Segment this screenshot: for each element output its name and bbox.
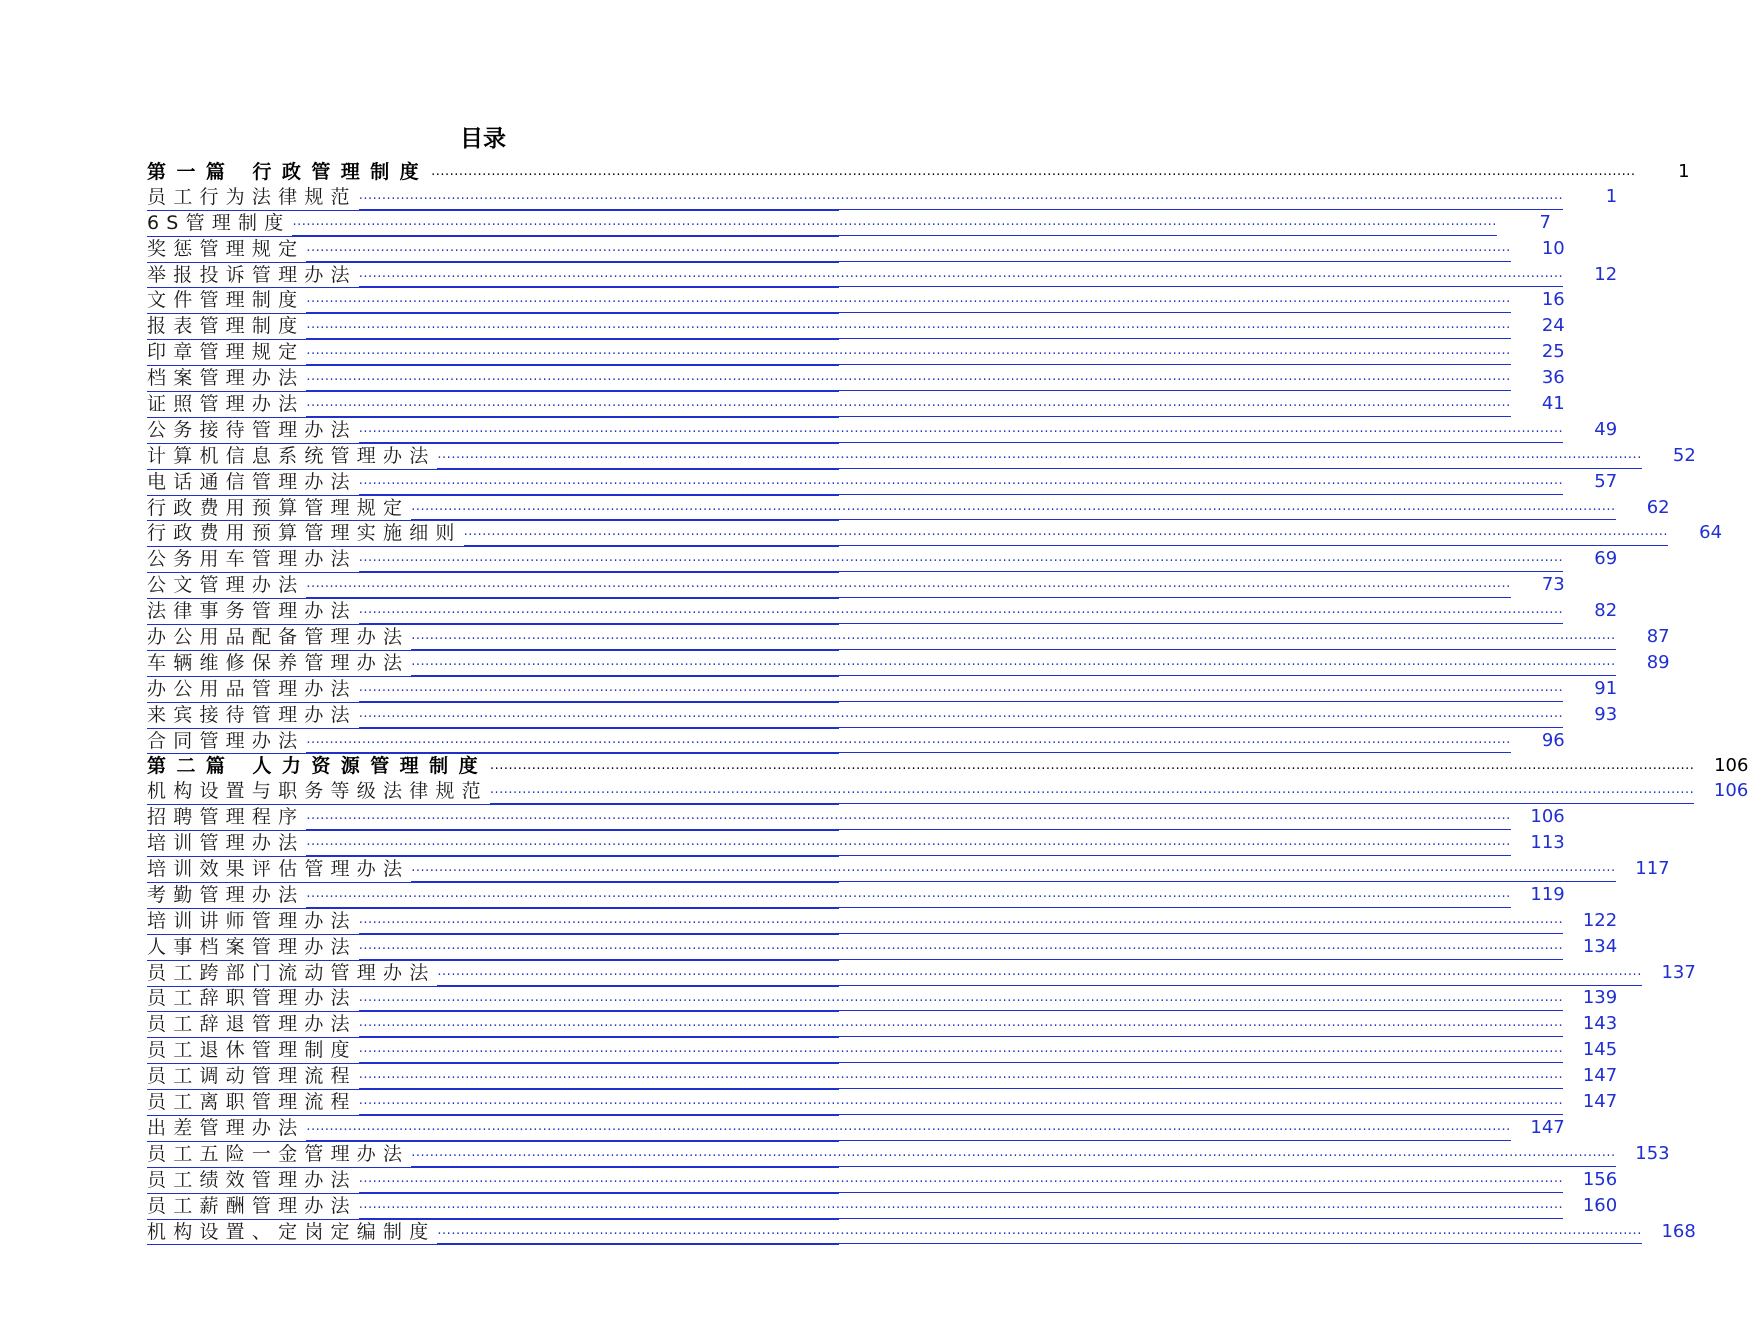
- toc-section-heading[interactable]: [147, 754, 1749, 779]
- toc-entry-title: 员工调动管理流程: [147, 1065, 357, 1088]
- toc-page-number: 73: [1541, 574, 1565, 596]
- toc-entry[interactable]: [147, 805, 1565, 831]
- toc-page-number: 16: [1541, 289, 1565, 311]
- toc-dot-leader: ....................................................................................................................................................................................................................................................................: [359, 546, 1563, 572]
- toc-page-number: 93: [1594, 703, 1618, 725]
- toc-dot-leader: ....................................................................................................................................................................................................................................................................: [306, 287, 1510, 313]
- toc-page-number: 82: [1594, 600, 1618, 622]
- toc-entry-title: 6S管理制度: [147, 211, 291, 234]
- toc-entry-title: 公务用车管理办法: [147, 548, 357, 571]
- toc-dot-leader: ....................................................................................................................................................................................................................................................................: [411, 1141, 1615, 1167]
- toc-entry[interactable]: [147, 237, 1565, 263]
- toc-dot-leader: ....................................................................................................................................................................................................................................................................: [359, 986, 1563, 1012]
- toc-dot-leader: ....................................................................................................................................................................................................................................................................: [490, 778, 1694, 804]
- toc-dot-leader: ....................................................................................................................................................................................................................................................................: [306, 236, 1510, 262]
- toc-entry[interactable]: [147, 625, 1670, 651]
- toc-page-number: 113: [1530, 832, 1565, 854]
- toc-entry[interactable]: [147, 211, 1551, 237]
- toc-entry-title: 员工行为法律规范: [147, 185, 357, 208]
- toc-dot-leader: ....................................................................................................................................................................................................................................................................: [306, 728, 1510, 754]
- toc-entry[interactable]: [147, 1038, 1618, 1064]
- toc-page-number: 41: [1541, 393, 1565, 414]
- toc-dot-leader: ....................................................................................................................................................................................................................................................................: [359, 417, 1563, 443]
- toc-dot-leader: ....................................................................................................................................................................................................................................................................: [306, 1115, 1510, 1141]
- toc-entry-title: 机构设置与职务等级法律规范: [147, 780, 488, 803]
- toc-entry-title: 行政费用预算管理实施细则: [147, 522, 462, 545]
- toc-entry-title: 培训讲师管理办法: [147, 909, 357, 932]
- toc-entry-title: 举报投诉管理办法: [147, 263, 357, 286]
- toc-entry-title: 考勤管理办法: [147, 883, 305, 906]
- toc-entry-title: 行政费用预算管理规定: [147, 496, 410, 519]
- toc-page-number: 91: [1594, 677, 1618, 699]
- toc-entry[interactable]: [147, 987, 1618, 1013]
- toc-page-number: 25: [1541, 341, 1565, 363]
- toc-entry[interactable]: [147, 470, 1618, 496]
- toc-dot-leader: ....................................................................................................................................................................................................................................................................: [306, 365, 1510, 391]
- toc-dot-leader: ....................................................................................................................................................................................................................................................................: [437, 1219, 1641, 1245]
- toc-entry-title: 来宾接待管理办法: [147, 703, 357, 726]
- toc-page-number: 10: [1541, 237, 1565, 259]
- toc-entry[interactable]: [147, 392, 1565, 418]
- toc-page-number: 153: [1635, 1142, 1670, 1164]
- toc-entry-title: 合同管理办法: [147, 729, 305, 752]
- toc-page-number: 69: [1594, 548, 1618, 570]
- toc-entry[interactable]: [147, 1116, 1565, 1142]
- toc-page-number: 36: [1541, 367, 1565, 389]
- toc-dot-leader: ....................................................................................................................................................................................................................................................................: [306, 313, 1510, 339]
- toc-page-number: 89: [1646, 651, 1670, 673]
- toc-entry-title: 培训效果评估管理办法: [147, 858, 410, 881]
- toc-entry-title: 员工退休管理制度: [147, 1039, 357, 1062]
- toc-dot-leader: ....................................................................................................................................................................................................................................................................: [411, 650, 1615, 676]
- toc-dot-leader: ....................................................................................................................................................................................................................................................................: [431, 164, 1636, 179]
- toc-entry-title: 车辆维修保养管理办法: [147, 651, 410, 674]
- toc-dot-leader: ....................................................................................................................................................................................................................................................................: [306, 882, 1510, 908]
- toc-dot-leader: ....................................................................................................................................................................................................................................................................: [359, 469, 1563, 495]
- toc-page-number: 96: [1541, 729, 1565, 751]
- toc-entry-title: 公文管理办法: [147, 574, 305, 597]
- toc-entry[interactable]: [147, 677, 1618, 703]
- toc-entry[interactable]: [147, 857, 1670, 883]
- toc-page-number: 106: [1714, 755, 1749, 777]
- toc-entry-title: 员工辞退管理办法: [147, 1013, 357, 1036]
- toc-entry[interactable]: [147, 547, 1618, 573]
- toc-entry-title: 机构设置、定岗定编制度: [147, 1220, 436, 1243]
- toc-entry-title: 员工薪酬管理办法: [147, 1194, 357, 1217]
- toc-entry[interactable]: [147, 651, 1670, 677]
- toc-entry-title: 档案管理办法: [147, 367, 305, 390]
- toc-entry[interactable]: [147, 961, 1696, 987]
- toc-entry-title: 招聘管理程序: [147, 806, 305, 829]
- toc-page-number: 12: [1594, 263, 1618, 285]
- toc-entry[interactable]: [147, 729, 1565, 755]
- toc-entry-title: 办公用品配备管理办法: [147, 626, 410, 649]
- toc-page-number: 117: [1635, 858, 1670, 880]
- toc-entry-title: 奖惩管理规定: [147, 237, 305, 260]
- toc-entry[interactable]: [147, 1012, 1618, 1038]
- toc-page-number: 145: [1582, 1039, 1618, 1061]
- toc-dot-leader: ....................................................................................................................................................................................................................................................................: [292, 210, 1496, 236]
- toc-dot-leader: ....................................................................................................................................................................................................................................................................: [306, 339, 1510, 365]
- toc-page-number: 64: [1699, 522, 1723, 544]
- toc-page-number: 147: [1582, 1091, 1618, 1113]
- toc-page-number: 7: [1539, 211, 1551, 233]
- toc-entry-title: 证照管理办法: [147, 393, 305, 415]
- toc-entry[interactable]: [147, 779, 1749, 805]
- toc-entry-title: 报表管理制度: [147, 315, 305, 338]
- toc-page-number: 143: [1582, 1013, 1618, 1035]
- toc-dot-leader: ....................................................................................................................................................................................................................................................................: [359, 676, 1563, 702]
- toc-entry[interactable]: [147, 1168, 1618, 1194]
- toc-dot-leader: ....................................................................................................................................................................................................................................................................: [359, 598, 1563, 624]
- toc-dot-leader: ....................................................................................................................................................................................................................................................................: [411, 624, 1615, 650]
- toc-page-number: 160: [1582, 1194, 1618, 1216]
- toc-dot-leader: ....................................................................................................................................................................................................................................................................: [306, 391, 1510, 417]
- table-of-contents: [147, 160, 1749, 1245]
- toc-entry-title: 文件管理制度: [147, 289, 305, 312]
- toc-entry-title: 培训管理办法: [147, 832, 305, 855]
- toc-entry-title: 第二篇 人力资源管理制度: [147, 755, 489, 778]
- toc-page-number: 1: [1678, 160, 1690, 182]
- toc-dot-leader: ....................................................................................................................................................................................................................................................................: [359, 1167, 1563, 1193]
- toc-entry[interactable]: [147, 935, 1618, 961]
- toc-entry[interactable]: [147, 418, 1618, 444]
- toc-dot-leader: ....................................................................................................................................................................................................................................................................: [437, 443, 1641, 469]
- toc-entry-title: 计算机信息系统管理办法: [147, 444, 436, 467]
- toc-page-number: 106: [1713, 780, 1749, 802]
- toc-entry[interactable]: [147, 883, 1565, 909]
- toc-entry[interactable]: [147, 573, 1565, 599]
- toc-entry[interactable]: [147, 1194, 1618, 1220]
- toc-dot-leader: ....................................................................................................................................................................................................................................................................: [411, 856, 1615, 882]
- toc-entry[interactable]: [147, 444, 1696, 470]
- toc-title: 目录: [460, 126, 506, 152]
- toc-dot-leader: ....................................................................................................................................................................................................................................................................: [306, 572, 1510, 598]
- toc-dot-leader: ....................................................................................................................................................................................................................................................................: [359, 934, 1563, 960]
- toc-entry[interactable]: [147, 340, 1565, 366]
- toc-page-number: 147: [1530, 1116, 1565, 1138]
- toc-dot-leader: ....................................................................................................................................................................................................................................................................: [359, 1011, 1563, 1037]
- toc-page-number: 147: [1582, 1065, 1618, 1087]
- toc-entry-title: 员工离职管理流程: [147, 1091, 357, 1114]
- toc-entry[interactable]: [147, 366, 1565, 392]
- toc-dot-leader: ....................................................................................................................................................................................................................................................................: [359, 702, 1563, 728]
- toc-entry-title: 人事档案管理办法: [147, 935, 357, 958]
- toc-page-number: 52: [1672, 444, 1696, 466]
- toc-page-number: 87: [1646, 626, 1670, 648]
- toc-page-number: 122: [1582, 909, 1618, 931]
- toc-page-number: 139: [1582, 987, 1618, 1009]
- toc-entry-title: 出差管理办法: [147, 1116, 305, 1139]
- toc-dot-leader: ....................................................................................................................................................................................................................................................................: [490, 758, 1695, 774]
- toc-entry-title: 印章管理规定: [147, 341, 305, 364]
- toc-page-number: 106: [1530, 806, 1565, 828]
- toc-dot-leader: ....................................................................................................................................................................................................................................................................: [306, 804, 1510, 830]
- toc-dot-leader: ....................................................................................................................................................................................................................................................................: [359, 1037, 1563, 1063]
- toc-entry-title: 员工五险一金管理办法: [147, 1142, 410, 1165]
- toc-entry-title: 电话通信管理办法: [147, 470, 357, 493]
- toc-page-number: 24: [1541, 315, 1565, 337]
- toc-page-number: 134: [1582, 935, 1618, 957]
- toc-dot-leader: ....................................................................................................................................................................................................................................................................: [359, 184, 1563, 210]
- toc-entry-title: 法律事务管理办法: [147, 600, 357, 623]
- toc-dot-leader: ....................................................................................................................................................................................................................................................................: [464, 520, 1668, 546]
- toc-page-number: 137: [1661, 961, 1696, 983]
- toc-entry-title: 公务接待管理办法: [147, 418, 357, 441]
- toc-page-number: 156: [1582, 1168, 1618, 1190]
- toc-page-number: 168: [1661, 1220, 1696, 1242]
- toc-dot-leader: ....................................................................................................................................................................................................................................................................: [359, 1193, 1563, 1219]
- toc-entry[interactable]: [147, 703, 1618, 729]
- toc-entry[interactable]: [147, 263, 1618, 289]
- toc-page-number: 119: [1530, 883, 1565, 905]
- toc-entry-title: 办公用品管理办法: [147, 677, 357, 700]
- toc-entry[interactable]: [147, 599, 1618, 625]
- toc-entry[interactable]: [147, 1064, 1618, 1090]
- toc-entry[interactable]: [147, 496, 1670, 522]
- toc-page-number: 62: [1646, 496, 1670, 518]
- toc-entry[interactable]: [147, 521, 1723, 547]
- toc-entry[interactable]: [147, 1090, 1618, 1116]
- toc-dot-leader: ....................................................................................................................................................................................................................................................................: [359, 908, 1563, 934]
- toc-dot-leader: ....................................................................................................................................................................................................................................................................: [411, 495, 1615, 521]
- toc-entry-title: 员工辞职管理办法: [147, 987, 357, 1010]
- toc-section-heading: [147, 160, 1690, 185]
- toc-dot-leader: ....................................................................................................................................................................................................................................................................: [306, 830, 1510, 856]
- toc-entry[interactable]: [147, 909, 1618, 935]
- toc-entry[interactable]: [147, 288, 1565, 314]
- toc-entry[interactable]: [147, 1220, 1696, 1246]
- toc-entry-title: 第一篇 行政管理制度: [147, 160, 430, 183]
- toc-page-number: 49: [1594, 418, 1618, 440]
- toc-dot-leader: ....................................................................................................................................................................................................................................................................: [359, 262, 1563, 288]
- toc-entry[interactable]: [147, 831, 1565, 857]
- toc-entry[interactable]: [147, 185, 1618, 211]
- toc-page-number: 57: [1594, 470, 1618, 492]
- toc-entry[interactable]: [147, 1142, 1670, 1168]
- toc-entry-title: 员工绩效管理办法: [147, 1168, 357, 1191]
- toc-dot-leader: ....................................................................................................................................................................................................................................................................: [359, 1089, 1563, 1115]
- toc-entry-title: 员工跨部门流动管理办法: [147, 961, 436, 984]
- toc-entry[interactable]: [147, 314, 1565, 340]
- toc-page-number: 1: [1605, 185, 1618, 207]
- toc-dot-leader: ....................................................................................................................................................................................................................................................................: [437, 960, 1641, 986]
- toc-dot-leader: ....................................................................................................................................................................................................................................................................: [359, 1063, 1563, 1089]
